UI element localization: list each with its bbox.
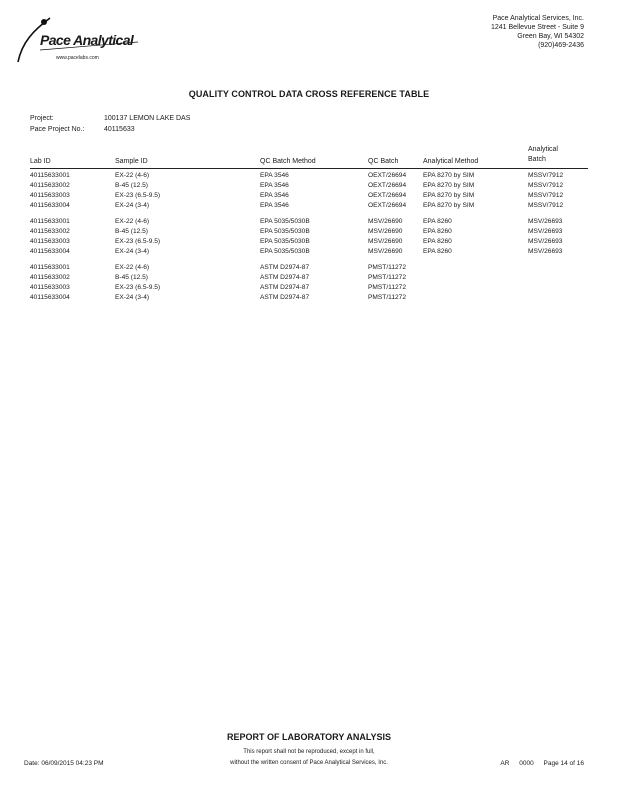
qc-batch-method-cell: EPA 3546 (260, 202, 289, 209)
col-header-analytical-batch (528, 145, 558, 165)
project-line (30, 115, 190, 122)
table-row (30, 171, 588, 181)
pace-analytical-logo (10, 12, 150, 64)
project-value: 100137 LEMON LAKE DAS (104, 115, 191, 122)
table-row (30, 217, 588, 227)
table-row (30, 273, 588, 283)
col-header-lab-id: Lab ID (30, 158, 51, 165)
col-header-analytical-batch-line1: Analytical (528, 146, 558, 153)
table-row (30, 191, 588, 201)
qc-batch-method-cell: EPA 5035/5030B (260, 218, 310, 225)
qc-batch-method-cell: EPA 3546 (260, 182, 289, 189)
analytical-batch-cell: MSSV/7912 (528, 202, 564, 209)
table-row (30, 247, 588, 257)
sample-id-cell: EX-24 (3-4) (115, 294, 150, 301)
lab-id-cell: 40115633004 (30, 202, 70, 209)
reproduction-notice-line2: without the written consent of Pace Analytical Services, Inc. (230, 760, 388, 766)
lab-id-cell: 40115633003 (30, 284, 70, 291)
lab-id-cell: 40115633003 (30, 238, 70, 245)
analytical-method-cell: EPA 8270 by SIM (423, 192, 475, 199)
qc-batch-method-cell: ASTM D2974-87 (260, 294, 310, 301)
analytical-method-cell (423, 293, 528, 303)
analytical-method-cell: EPA 8270 by SIM (423, 172, 475, 179)
lab-company: Pace Analytical Services, Inc. (492, 15, 584, 22)
lab-id-cell: 40115633002 (30, 182, 70, 189)
report-date: Date: 06/09/2015 04:23 PM (24, 760, 104, 767)
analytical-batch-cell (528, 263, 588, 273)
analytical-batch-cell: MSSV/7912 (528, 182, 564, 189)
analytical-method-cell: EPA 8260 (423, 218, 452, 225)
table-row (30, 181, 588, 191)
analytical-batch-cell (528, 293, 588, 303)
analytical-batch-cell: MSV/26693 (528, 218, 563, 225)
table-row (30, 237, 588, 247)
analytical-method-cell: EPA 8260 (423, 228, 452, 235)
sample-id-cell: EX-22 (4-6) (115, 218, 150, 225)
qc-batch-method-cell: EPA 5035/5030B (260, 228, 310, 235)
qc-batch-cell: PMST/11272 (368, 284, 406, 291)
sample-id-cell: EX-24 (3-4) (115, 248, 150, 255)
sample-id-cell: B-45 (12.5) (115, 228, 148, 235)
analytical-batch-cell: MSV/26693 (528, 248, 563, 255)
qc-batch-cell: MSV/26690 (368, 238, 403, 245)
sample-id-cell: EX-23 (6.5-9.5) (115, 284, 161, 291)
qc-batch-method-cell: ASTM D2974-87 (260, 264, 310, 271)
footer-page-info (492, 760, 584, 767)
col-header-analytical-batch-line2: Batch (528, 156, 546, 163)
analytical-method-cell (423, 263, 528, 273)
sample-id-cell: B-45 (12.5) (115, 274, 148, 281)
lab-id-cell: 40115633001 (30, 264, 70, 271)
qc-batch-cell: MSV/26690 (368, 218, 403, 225)
footer-code-2: 0000 (519, 760, 534, 767)
report-title: REPORT OF LABORATORY ANALYSIS (226, 732, 392, 742)
qc-batch-cell: OEXT/26694 (368, 202, 407, 209)
analytical-method-cell (423, 283, 528, 293)
qc-batch-cell: OEXT/26694 (368, 182, 407, 189)
lab-address-block (491, 14, 584, 50)
analytical-method-cell: EPA 8270 by SIM (423, 202, 475, 209)
table-row (30, 293, 588, 303)
analytical-batch-cell: MSV/26693 (528, 238, 563, 245)
qc-batch-method-cell: ASTM D2974-87 (260, 274, 310, 281)
lab-id-cell: 40115633003 (30, 192, 70, 199)
header-divider (30, 168, 588, 169)
analytical-method-cell: EPA 8270 by SIM (423, 182, 475, 189)
table-row (30, 283, 588, 293)
lab-id-cell: 40115633004 (30, 294, 70, 301)
lab-id-cell: 40115633004 (30, 248, 70, 255)
lab-city: Green Bay, WI 54302 (517, 33, 584, 40)
col-header-sample-id: Sample ID (115, 158, 148, 165)
table-row (30, 201, 588, 211)
sample-id-cell: EX-23 (6.5-9.5) (115, 192, 161, 199)
table-row (30, 227, 588, 237)
analytical-batch-cell: MSSV/7912 (528, 172, 564, 179)
analytical-batch-cell (528, 283, 588, 293)
lab-id-cell: 40115633002 (30, 274, 70, 281)
analytical-method-cell: EPA 8260 (423, 248, 452, 255)
sample-id-cell: EX-22 (4-6) (115, 264, 150, 271)
col-header-qc-batch: QC Batch (368, 158, 399, 165)
analytical-method-cell: EPA 8260 (423, 238, 452, 245)
qc-batch-cell: PMST/11272 (368, 294, 406, 301)
analytical-batch-cell: MSSV/7912 (528, 192, 564, 199)
pace-project-label: Pace Project No.: (30, 126, 85, 133)
page-number: Page 14 of 16 (543, 760, 584, 767)
qc-cross-reference-table (30, 171, 588, 303)
reproduction-notice-line1: This report shall not be reproduced, except in full, (243, 749, 375, 755)
qc-batch-method-cell: EPA 3546 (260, 172, 289, 179)
col-header-analytical-method: Analytical Method (423, 158, 479, 165)
analytical-batch-cell: MSV/26693 (528, 228, 563, 235)
analytical-batch-cell (528, 273, 588, 283)
sample-id-cell: EX-23 (6.5-9.5) (115, 238, 161, 245)
col-header-qc-batch-method: QC Batch Method (260, 158, 316, 165)
qc-batch-cell: PMST/11272 (368, 264, 406, 271)
sample-id-cell: B-45 (12.5) (115, 182, 148, 189)
qc-batch-method-cell: EPA 3546 (260, 192, 289, 199)
qc-batch-cell: MSV/26690 (368, 248, 403, 255)
qc-batch-method-cell: ASTM D2974-87 (260, 284, 310, 291)
footer-code-1: AR (500, 760, 510, 767)
sample-id-cell: EX-22 (4-6) (115, 172, 150, 179)
project-label: Project: (30, 115, 54, 122)
lab-id-cell: 40115633002 (30, 228, 70, 235)
analytical-method-cell (423, 273, 528, 283)
pace-project-value: 40115633 (104, 126, 135, 133)
lab-phone: (920)469-2436 (538, 42, 584, 49)
qc-batch-method-cell: EPA 5035/5030B (260, 248, 310, 255)
logo-name: Pace Analytical (40, 32, 134, 48)
table-row (30, 263, 588, 273)
qc-batch-cell: OEXT/26694 (368, 192, 407, 199)
lab-id-cell: 40115633001 (30, 218, 70, 225)
qc-batch-method-cell: EPA 5035/5030B (260, 238, 310, 245)
sample-id-cell: EX-24 (3-4) (115, 202, 150, 209)
pace-project-line (30, 126, 135, 133)
logo-url: www.pacelabs.com (56, 55, 99, 61)
qc-batch-cell: OEXT/26694 (368, 172, 407, 179)
document-title: QUALITY CONTROL DATA CROSS REFERENCE TABLE (188, 89, 430, 99)
qc-batch-cell: MSV/26690 (368, 228, 403, 235)
qc-batch-cell: PMST/11272 (368, 274, 406, 281)
lab-street: 1241 Bellevue Street - Suite 9 (490, 24, 584, 31)
lab-id-cell: 40115633001 (30, 172, 70, 179)
